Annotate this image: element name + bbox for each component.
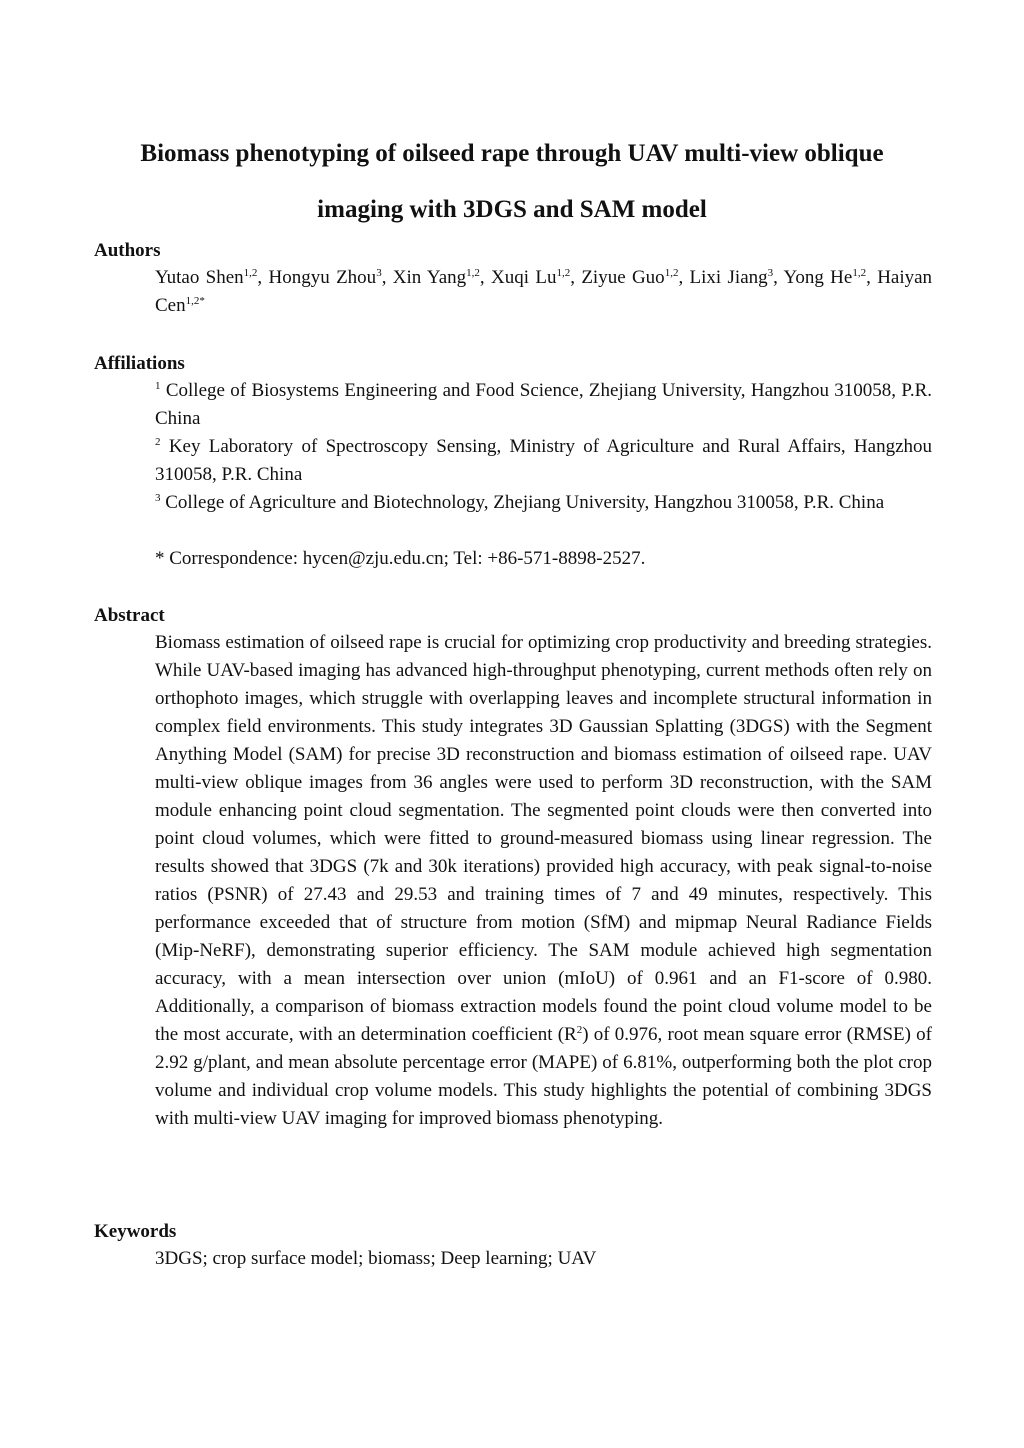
author: Haiyan Cen$^{1,2*}$ <box>155 267 933 316</box>
author: Xin Yang$^{1,2}$, <box>392 267 492 288</box>
keywords-heading: Keywords <box>94 1221 177 1242</box>
affiliations-heading: Affiliations <box>94 353 185 374</box>
affiliation-2: $^2$ Key Laboratory of Spectroscopy Sensing, Ministry of Agriculture and Rural Affairs, Hangzhou 310058, P.R. China <box>155 436 933 485</box>
correspondence: * Correspondence: hycen@zju.edu.cn; Tel: +86-571-8898-2527. <box>155 548 646 569</box>
paper-title-line-2: imaging with 3DGS and SAM model <box>317 196 707 223</box>
authors-list <box>155 264 932 320</box>
authors-heading: Authors <box>94 240 161 261</box>
author: Ziyue Guo$^{1,2}$, <box>581 267 690 288</box>
author: Yong He$^{1,2}$, <box>783 267 871 288</box>
keywords-list: 3DGS; crop surface model; biomass; Deep learning; UAV <box>155 1248 597 1269</box>
author: Xuqi Lu$^{1,2}$, <box>491 267 582 288</box>
author: Yutao Shen$^{1,2}$, <box>155 267 269 288</box>
abstract-heading: Abstract <box>94 605 165 626</box>
abstract-body: Biomass estimation of oilseed rape is crucial for optimizing crop productivity and breeding strategies. While UAV-based imaging has advanced high-throughput phenotyping, current methods often rely on orthophoto images, which struggle with overlapping leaves and incomplete structural information in complex field environments. This study integrates 3D Gaussian Splatting (3DGS) with the Segment Anything Model (SAM) for precise 3D reconstruction and biomass estimation of oilseed rape. UAV multi-view oblique images from 36 angles were used to perform 3D reconstruction, with the SAM module enhancing point cloud segmentation. The segmented point clouds were then converted into point cloud volumes, which were fitted to ground-measured biomass using linear regression. The results showed that 3DGS (7k and 30k iterations) provided high accuracy, with peak signal-to-noise ratios (PSNR) of 27.43 and 29.53 and training times of 7 and 49 minutes, respectively. This performance exceeded that of structure from motion (SfM) and mipmap Neural Radiance Fields (Mip-NeRF), demonstrating superior efficiency. The SAM module achieved high segmentation accuracy, with a mean intersection over union (mIoU) of 0.961 and an F1-score of 0.980. Additionally, a comparison of biomass extraction models found the point cloud volume model to be the most accurate, with an determination coefficient $(R^2)$ of 0.976, root mean square error (RMSE) of 2.92 g/plant, and mean absolute percentage error (MAPE) of 6.81%, outperforming both the plot crop volume and individual crop volume models. This study highlights the potential of combining 3DGS with multi-view UAV imaging for improved biomass phenotyping. <box>155 632 932 1129</box>
paper-title-line-1: Biomass phenotyping of oilseed rape through UAV multi-view oblique <box>140 140 884 167</box>
author: Hongyu Zhou$^3$, <box>268 267 393 288</box>
affiliation-1: $^1$ College of Biosystems Engineering and Food Science, Zhejiang University, Hangzhou 310058, P.R. China <box>155 380 933 429</box>
author: Lixi Jiang$^3$, <box>689 267 784 288</box>
affiliation-3: $^3$ College of Agriculture and Biotechnology, Zhejiang University, Hangzhou 310058, P.R. China <box>155 492 885 513</box>
